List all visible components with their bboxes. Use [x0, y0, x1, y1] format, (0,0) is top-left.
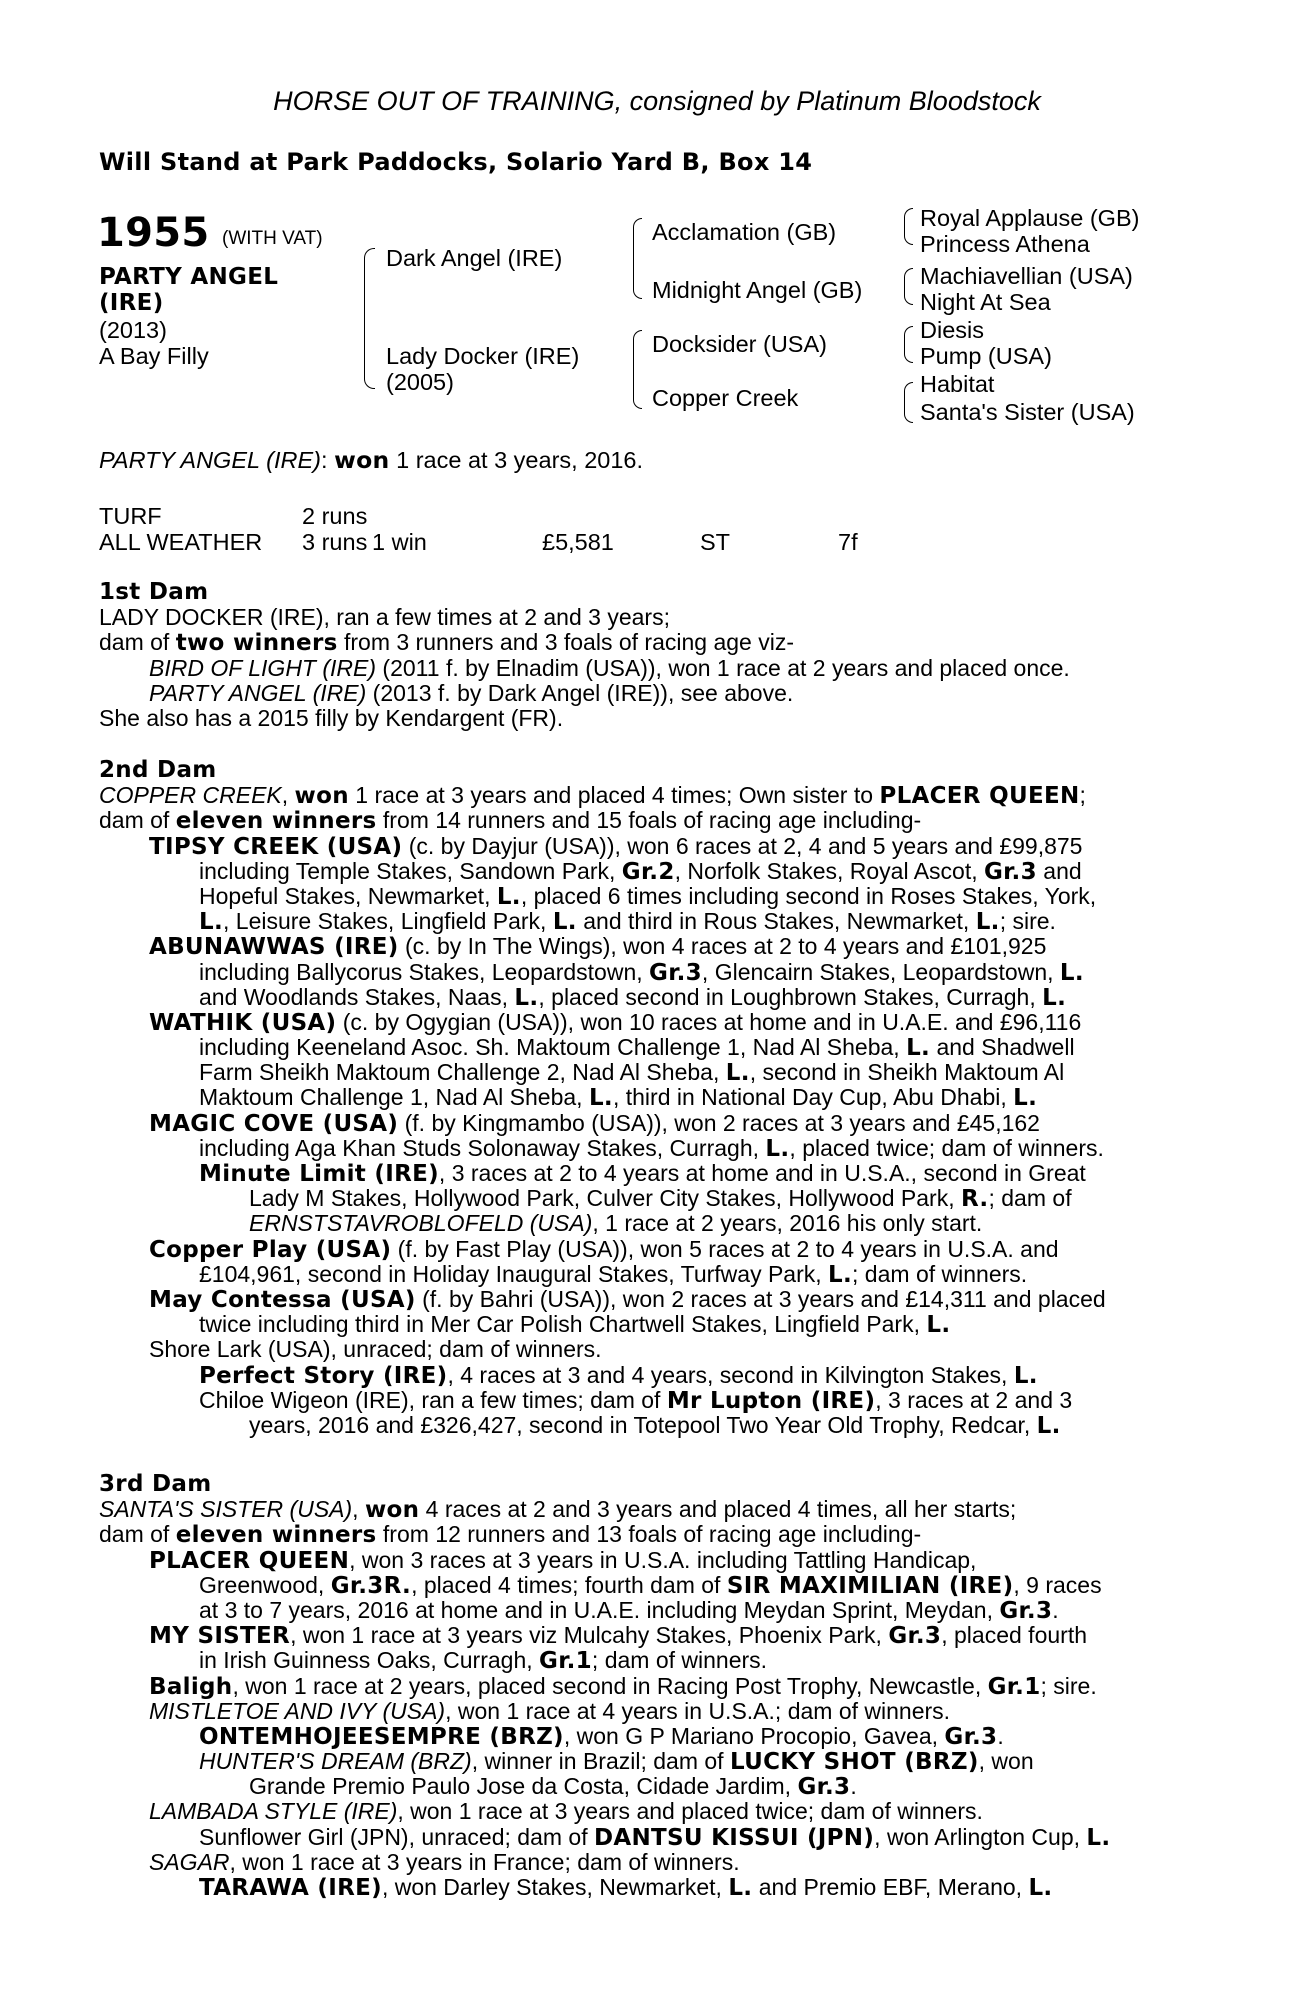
sdd-brace	[904, 286, 913, 305]
produce-line: including Temple Stakes, Sandown Park, Gr.2, Norfolk Stakes, Royal Ascot, Gr.3 and	[199, 857, 1082, 885]
dsd-brace	[904, 344, 913, 363]
produce-line: twice including third in Mer Car Polish Chartwell Stakes, Lingfield Park, L.	[199, 1311, 951, 1339]
second-dam-produce: dam of eleven winners from 14 runners and 15 foals of racing age including-	[99, 807, 922, 835]
produce-line: Grande Premio Paulo Jose da Costa, Cidade Jardim, Gr.3.	[249, 1773, 857, 1801]
first-dam-foal-1: BIRD OF LIGHT (IRE) (2011 f. by Elnadim (USA)), won 1 race at 2 years and placed once.	[149, 654, 1070, 681]
produce-my-sister: MY SISTER, won 1 race at 3 years viz Mulcahy Stakes, Phoenix Park, Gr.3, placed fourth	[149, 1622, 1087, 1650]
race-summary	[99, 448, 643, 473]
aw-runs: 3 runs	[302, 529, 368, 555]
pedigree-sdd: Night At Sea	[920, 289, 1051, 315]
produce-line: £104,961, second in Holiday Inaugural Stakes, Turfway Park, L.; dam of winners.	[199, 1260, 1028, 1288]
aw-prize: £5,581	[542, 529, 614, 555]
third-dam-heading: 3rd Dam	[99, 1471, 212, 1497]
produce-line: Greenwood, Gr.3R., placed 4 times; fourth dam of SIR MAXIMILIAN (IRE), 9 races	[199, 1571, 1102, 1599]
produce-chiloe-wigeon: Chiloe Wigeon (IRE), ran a few times; dam of Mr Lupton (IRE), 3 races at 2 and 3	[199, 1386, 1073, 1414]
sd-brace	[633, 246, 642, 299]
aw-distance: 7f	[838, 529, 858, 555]
sss-brace	[904, 208, 913, 227]
pedigree-dds: Habitat	[920, 371, 995, 397]
produce-line: Farm Sheikh Maktoum Challenge 2, Nad Al Sheba, L., second in Sheikh Maktoum Al	[199, 1059, 1065, 1087]
pedigree-dam-dam: Copper Creek	[652, 385, 799, 411]
pedigree-ssd: Princess Athena	[920, 231, 1090, 257]
produce-copper-play: Copper Play (USA) (f. by Fast Play (USA)), won 5 races at 2 to 4 years in U.S.A. and	[149, 1235, 1059, 1263]
horse-name-country: (IRE)	[99, 290, 164, 316]
third-dam-section	[99, 1472, 1215, 1900]
ss-brace	[633, 218, 642, 247]
produce-line: ERNSTSTAVROBLOFELD (USA), 1 race at 2 years, 2016 his only start.	[249, 1210, 983, 1237]
produce-wathik: WATHIK (USA) (c. by Ogygian (USA)), won 10 races at home and in U.A.E. and £96,116	[149, 1008, 1082, 1036]
aw-wins: 1 win	[372, 529, 427, 555]
dss-brace	[904, 326, 913, 345]
pedigree-sds: Machiavellian (USA)	[920, 263, 1133, 289]
produce-sunflower-girl: Sunflower Girl (JPN), unraced; dam of DANTSU KISSUI (JPN), won Arlington Cup, L.	[199, 1823, 1111, 1851]
produce-ontemhojeesempre: ONTEMHOJEESEMPRE (BRZ), won G P Mariano Procopio, Gavea, Gr.3.	[199, 1722, 1004, 1750]
summary-rest: 1 race at 3 years, 2016.	[396, 447, 644, 473]
produce-line: years, 2016 and £326,427, second in Totepool Two Year Old Trophy, Redcar, L.	[249, 1411, 1061, 1439]
turf-label: TURF	[99, 503, 162, 529]
summary-colon: :	[321, 447, 328, 473]
first-dam-foal-2: PARTY ANGEL (IRE) (2013 f. by Dark Angel (IRE)), see above.	[149, 679, 794, 706]
produce-line: including Ballycorus Stakes, Leopardstown, Gr.3, Glencairn Stakes, Leopardstown, L.	[199, 958, 1084, 986]
ddd-brace	[904, 402, 913, 423]
first-dam-produce: dam of two winners from 3 runners and 3 foals of racing age viz-	[99, 629, 794, 657]
ssd-brace	[904, 226, 913, 245]
dam-brace	[364, 328, 375, 389]
produce-minute-limit: Minute Limit (IRE), 3 races at 2 to 4 years at home and in U.S.A., second in Great	[199, 1160, 1086, 1187]
pedigree-dam-year: (2005)	[386, 369, 454, 395]
produce-line: including Keeneland Asoc. Sh. Maktoum Challenge 1, Nad Al Sheba, L. and Shadwell	[199, 1034, 1075, 1062]
produce-tarawa: TARAWA (IRE), won Darley Stakes, Newmarket, L. and Premio EBF, Merano, L.	[199, 1874, 1053, 1901]
produce-sagar: SAGAR, won 1 race at 3 years in France; dam of winners.	[149, 1848, 740, 1875]
first-dam-line: LADY DOCKER (IRE), ran a few times at 2 and 3 years;	[99, 604, 670, 631]
third-dam-produce: dam of eleven winners from 12 runners and 13 foals of racing age including-	[99, 1521, 922, 1549]
pedigree-sire-dam: Midnight Angel (GB)	[652, 277, 863, 303]
produce-line: L., Leisure Stakes, Lingfield Park, L. and third in Rous Stakes, Newmarket, L.; sire.	[199, 908, 1056, 936]
second-dam-section	[99, 758, 1215, 1438]
produce-line: including Aga Khan Studs Solonaway Stakes, Curragh, L., placed twice; dam of winners.	[199, 1134, 1104, 1162]
produce-line: Maktoum Challenge 1, Nad Al Sheba, L., third in National Day Cup, Abu Dhabi, L.	[199, 1084, 1038, 1112]
produce-lambada-style: LAMBADA STYLE (IRE), won 1 race at 3 years and placed twice; dam of winners.	[149, 1798, 983, 1825]
sire-brace	[364, 248, 375, 329]
dd-brace	[633, 358, 642, 409]
pedigree-sire: Dark Angel (IRE)	[386, 245, 563, 271]
produce-line: Hopeful Stakes, Newmarket, L., placed 6 times including second in Roses Stakes, York,	[199, 882, 1097, 910]
ds-brace	[633, 330, 642, 359]
produce-abunawwas: ABUNAWWAS (IRE) (c. by In The Wings), won 4 races at 2 to 4 years and £101,925	[149, 933, 1047, 961]
horse-description: A Bay Filly	[99, 343, 209, 369]
first-dam-heading: 1st Dam	[99, 579, 209, 605]
produce-shore-lark: Shore Lark (USA), unraced; dam of winners.	[149, 1336, 602, 1363]
third-dam-line: SANTA'S SISTER (USA), won 4 races at 2 and 3 years and placed 4 times, all her starts;	[99, 1496, 1017, 1524]
produce-tipsy-creek: TIPSY CREEK (USA) (c. by Dayjur (USA)), won 6 races at 2, 4 and 5 years and £99,875	[149, 832, 1083, 860]
aw-going: ST	[700, 529, 731, 555]
aw-label: ALL WEATHER	[99, 529, 263, 555]
produce-may-contessa: May Contessa (USA) (f. by Bahri (USA)), won 2 races at 3 years and £14,311 and placed	[149, 1285, 1106, 1313]
pedigree-dam: Lady Docker (IRE)	[386, 343, 580, 369]
pedigree-dsd: Pump (USA)	[920, 343, 1052, 369]
pedigree-dss: Diesis	[920, 317, 984, 343]
dds-brace	[904, 382, 913, 403]
second-dam-heading: 2nd Dam	[99, 757, 217, 783]
page-title: HORSE OUT OF TRAINING, consigned by Platinum Bloodstock	[273, 86, 1041, 116]
vat-note: (WITH VAT)	[222, 228, 323, 249]
produce-line: and Woodlands Stakes, Naas, L., placed second in Loughbrown Stakes, Curragh, L.	[199, 983, 1067, 1011]
foaling-year: (2013)	[99, 317, 167, 343]
lot-number: 1955	[97, 210, 210, 256]
summary-won: won	[334, 446, 390, 474]
pedigree-sss: Royal Applause (GB)	[920, 205, 1140, 231]
turf-runs: 2 runs	[302, 503, 368, 529]
produce-hunters-dream: HUNTER'S DREAM (BRZ), winner in Brazil; dam of LUCKY SHOT (BRZ), won	[199, 1748, 1034, 1776]
sds-brace	[904, 268, 913, 287]
pedigree-ddd: Santa's Sister (USA)	[920, 399, 1135, 425]
produce-line: at 3 to 7 years, 2016 at home and in U.A.E. including Meydan Sprint, Meydan, Gr.3.	[199, 1596, 1059, 1624]
produce-placer-queen: PLACER QUEEN, won 3 races at 3 years in U.S.A. including Tattling Handicap,	[149, 1546, 977, 1574]
produce-mistletoe-and-ivy: MISTLETOE AND IVY (USA), won 1 race at 4 years in U.S.A.; dam of winners.	[149, 1697, 951, 1724]
pedigree-sire-sire: Acclamation (GB)	[652, 219, 837, 245]
first-dam-section	[99, 580, 1215, 731]
produce-line: in Irish Guinness Oaks, Curragh, Gr.1; dam of winners.	[199, 1647, 768, 1675]
first-dam-note: She also has a 2015 filly by Kendargent (FR).	[99, 704, 564, 731]
produce-line: Lady M Stakes, Hollywood Park, Culver City Stakes, Hollywood Park, R.; dam of	[249, 1185, 1072, 1213]
produce-baligh: Baligh, won 1 race at 2 years, placed second in Racing Post Trophy, Newcastle, Gr.1; sire.	[149, 1672, 1097, 1700]
second-dam-line: COPPER CREEK, won 1 race at 3 years and placed 4 times; Own sister to PLACER QUEEN;	[99, 782, 1086, 810]
pedigree-dam-sire: Docksider (USA)	[652, 331, 827, 357]
produce-magic-cove: MAGIC COVE (USA) (f. by Kingmambo (USA)), won 2 races at 3 years and £45,162	[149, 1109, 1040, 1137]
stand-location: Will Stand at Park Paddocks, Solario Yard B, Box 14	[99, 148, 813, 176]
horse-name: PARTY ANGEL	[99, 264, 279, 290]
produce-perfect-story: Perfect Story (IRE), 4 races at 3 and 4 years, second in Kilvington Stakes, L.	[199, 1361, 1038, 1389]
summary-horse-name: PARTY ANGEL (IRE)	[99, 447, 322, 473]
